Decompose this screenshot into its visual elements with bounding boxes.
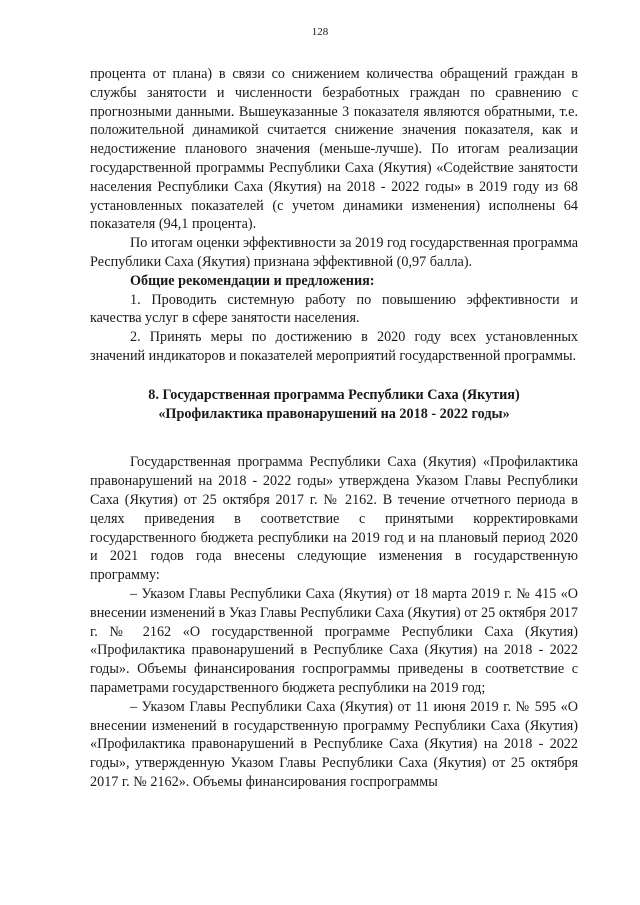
spacer xyxy=(90,423,578,453)
document-body xyxy=(90,65,578,792)
paragraph: Государственная программа Республики Саха (Якутия) «Профилактика правонарушений на 2018 - 2022 годы» утверждена Указом Главы Республики Саха (Якутия) от 25 октября 2017 г. № 2162. В течение отчетного периода в целях приведения в соответствие с принятыми корректировками государственного бюджета республики на 2019 год и на плановый период 2020 и 2021 годов года внесены следующие изменения в государственную программу: xyxy=(90,454,578,584)
paragraph: – Указом Главы Республики Саха (Якутия) от 11 июня 2019 г. № 595 «О внесении изменений в государственную программу Республики Саха (Якутия) «Профилактика правонарушений в Республике Саха (Якутия) на 2018 - 2022 годы», утвержденную Указом Главы Республики Саха (Якутия) от 25 октября 2017 г. № 2162». Объемы финансирования госпрограммы xyxy=(90,698,578,790)
section-title-line: «Профилактика правонарушений на 2018 - 2022 годы» xyxy=(158,405,510,422)
recommendation-item: 2. Принять меры по достижению в 2020 году всех установленных значений индикаторов и показателей мероприятий государственной программы. xyxy=(90,329,578,364)
paragraph: процента от плана) в связи со снижением количества обращений граждан в службы занятости и численности безработных граждан по сравнению с прогнозными данными. Вышеуказанные 3 показателя являются обратными, т.е. положительной динамикой считается снижение значения показателя, как и недостижение планового значения (меньше-лучше). По итогам реализации государственной программы Республики Саха (Якутия) «Содействие занятости населения Республики Саха (Якутия) на 2018 - 2022 годы» в 2019 году из 68 установленных показателей (с учетом динамики изменения) исполнены 64 показателя (94,1 процента). xyxy=(90,66,578,233)
recommendation-item: 1. Проводить системную работу по повышению эффективности и качества услуг в сфере занятости населения. xyxy=(90,291,578,327)
recommendations-heading: Общие рекомендации и предложения: xyxy=(130,272,375,289)
section-title-line: 8. Государственная программа Республики Саха (Якутия) xyxy=(148,386,520,403)
paragraph: По итогам оценки эффективности за 2019 год государственная программа Республики Саха (Якутия) признана эффективной (0,97 балла). xyxy=(90,235,578,270)
page-number: 128 xyxy=(311,26,329,38)
paragraph: – Указом Главы Республики Саха (Якутия) от 18 марта 2019 г. № 415 «О внесении изменений в Указ Главы Республики Саха (Якутия) от 25 октября 2017 г. № 2162 «О государственной программе Республики Саха (Якутия) «Профилактика правонарушений в Республике Саха (Якутия) на 2018 - 2022 годы». Объемы финансирования госпрограммы приведены в соответствие с параметрами государственного бюджета республики на 2019 год; xyxy=(90,585,578,696)
section-title xyxy=(90,386,578,424)
